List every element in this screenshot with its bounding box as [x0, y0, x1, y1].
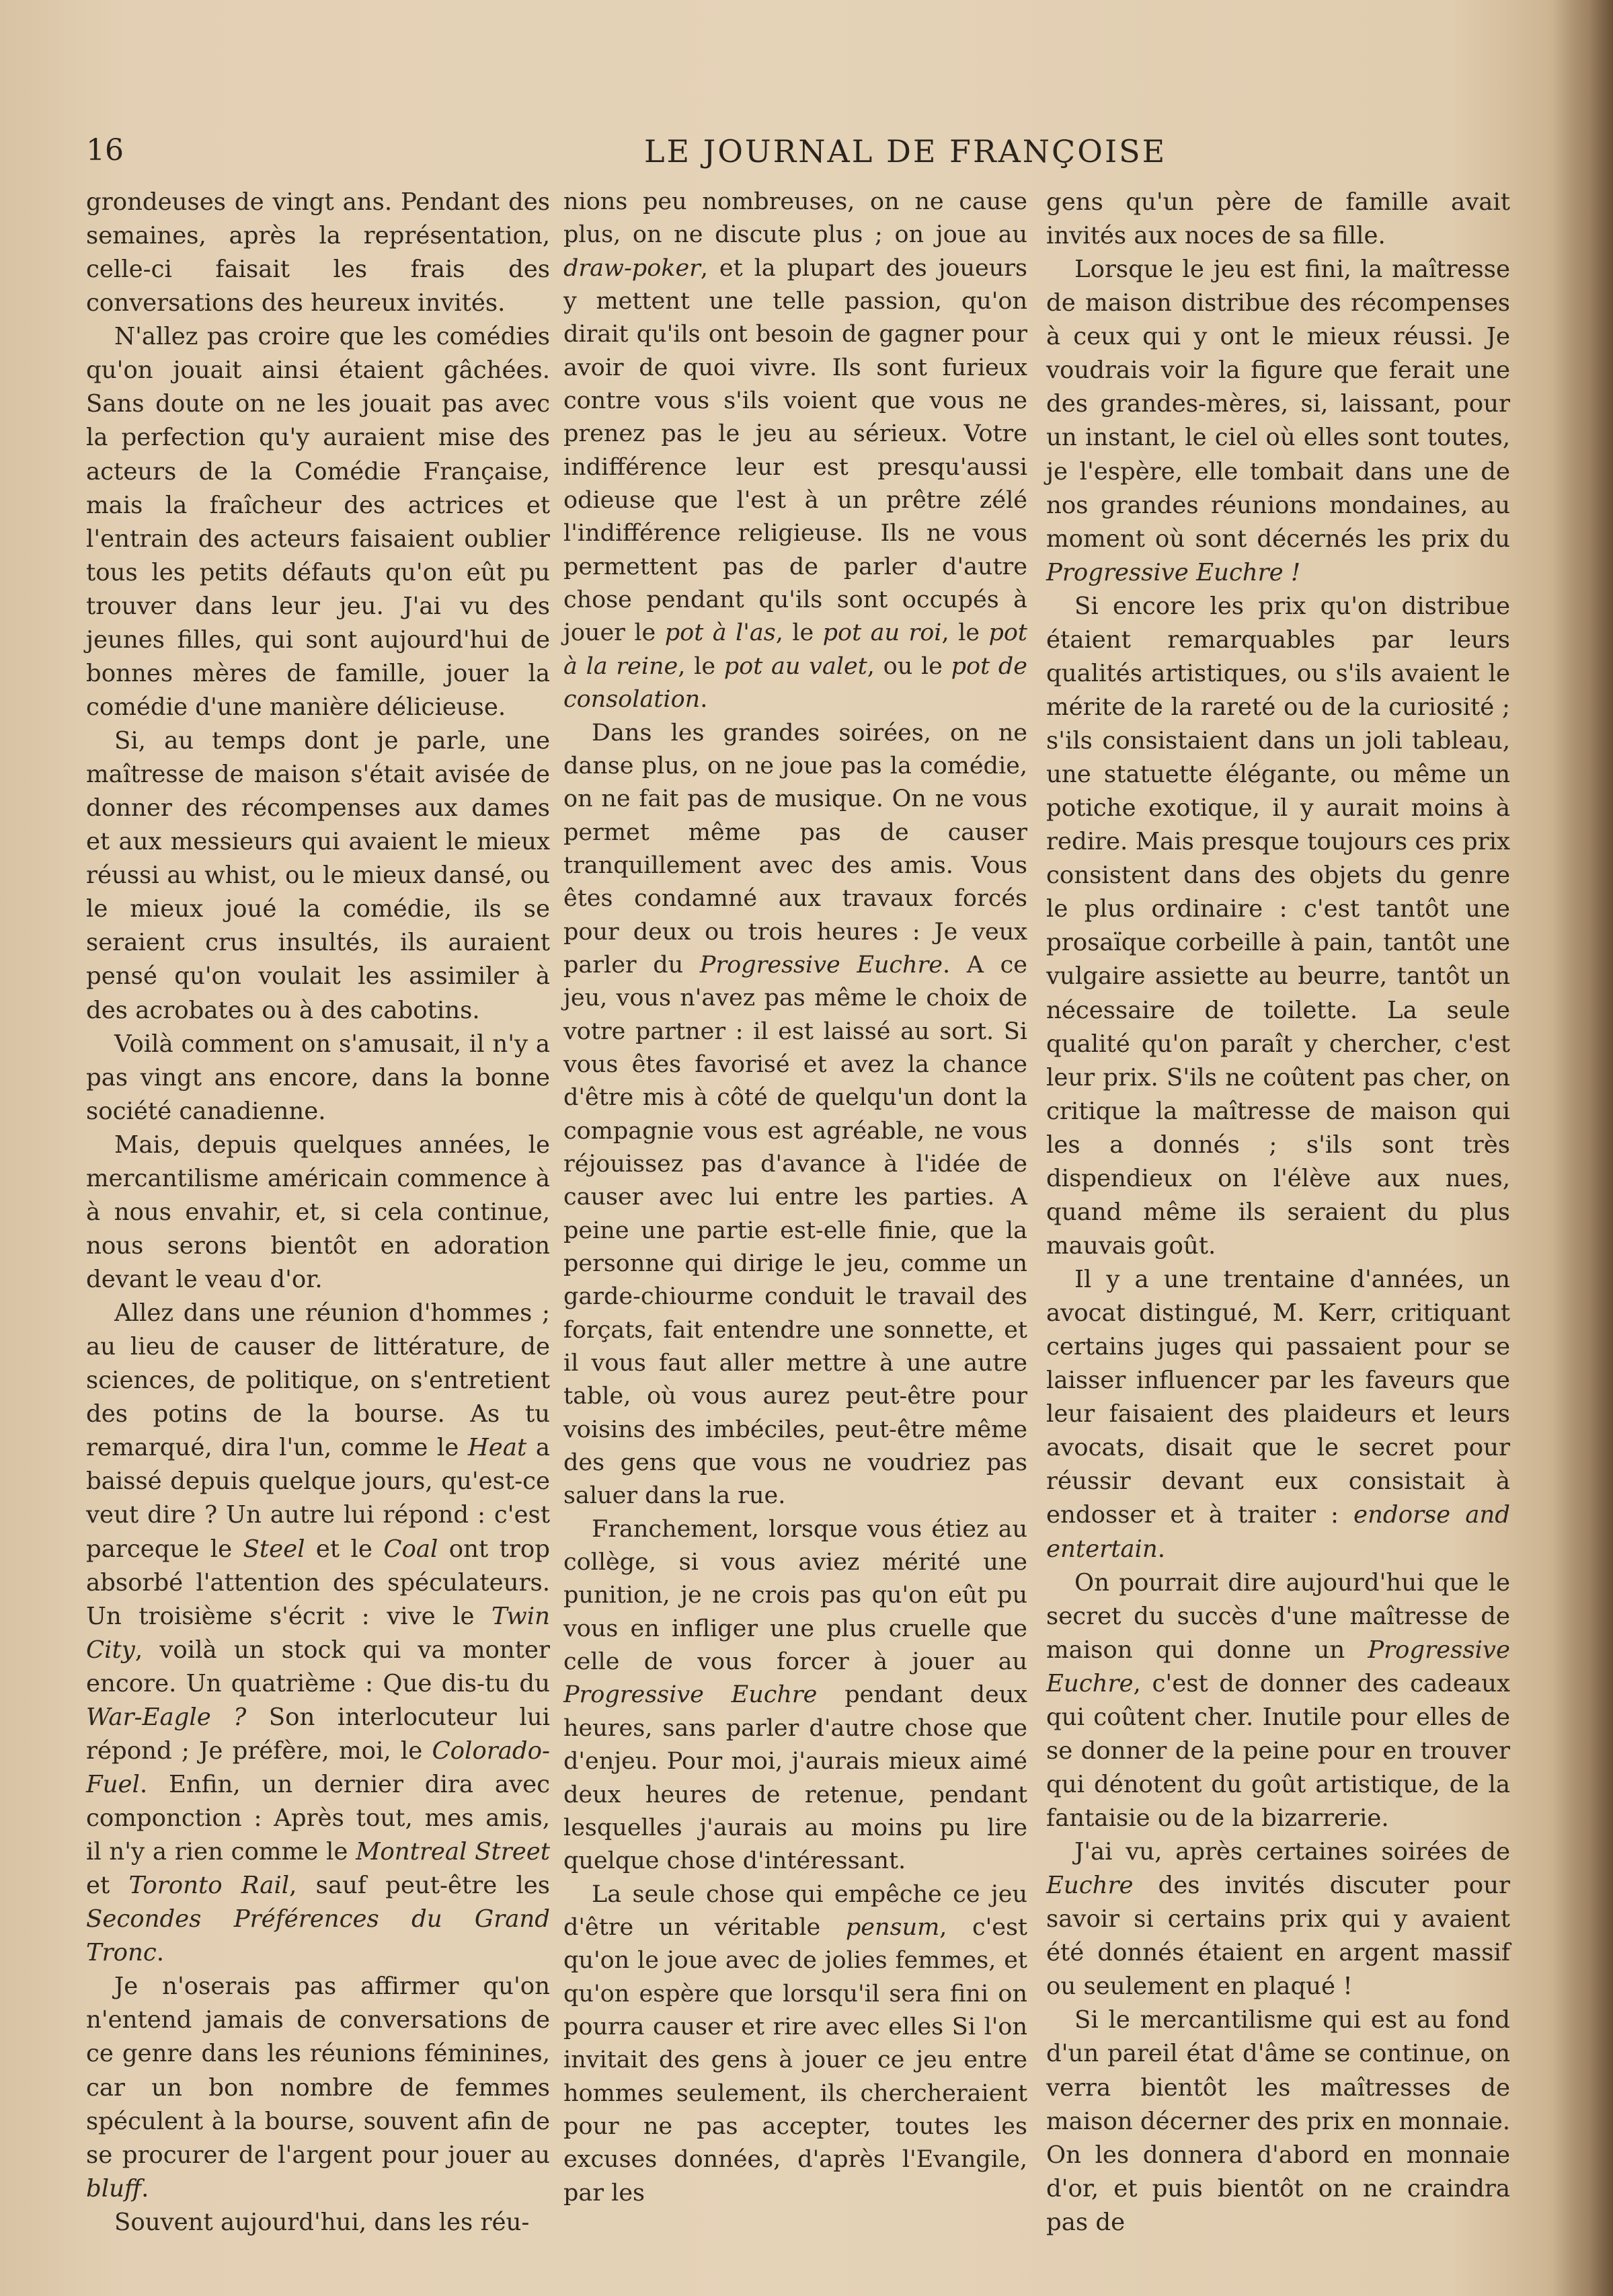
paragraph: La seule chose qui empêche ce jeu d'être un véritable pensum, c'est qu'on le joue avec de jolies femmes, et qu'on espère que lorsqu'il sera fini on pourra causer et rire avec elles Si l'on invitait des gens à jouer ce jeu entre hommes seulement, ils chercheraient pour ne pas accepter, toutes les excuses données, d'après l'Evangile, par les — [563, 1880, 1027, 2207]
running-header — [86, 133, 1532, 180]
paragraph: On pourrait dire aujourd'hui que le secret du succès d'une maîtresse de maison qui donne un Progressive Euchre, c'est de donner des cadeaux qui coûtent cher. Inutile pour elles de se donner de la peine pour en trouver qui dénotent du goût artistique, de la fantaisie ou de la bizarrerie. — [1046, 1568, 1510, 1832]
paragraph: Lorsque le jeu est fini, la maîtresse de maison distribue des récompenses à ceux qui y ont le mieux réussi. Je voudrais voir la figure que ferait une des grandes-mères, si, laissant, pour un instant, le ciel où elles sont toutes, je l'espère, elle tombait dans une de nos grandes réunions mondaines, au moment où sont décernés les prix du Progressive Euchre ! — [1046, 256, 1510, 586]
paragraph: Voilà comment on s'amusait, il n'y a pas vingt ans encore, dans la bonne société canadienne. — [86, 1030, 550, 1125]
paragraph: Allez dans une réunion d'hommes ; au lieu de causer de littérature, de sciences, de politique, on s'entretient des potins de la bourse. As tu remarqué, dira l'un, comme le Heat a baissé depuis quelque jours, qu'est-ce veut dire ? Un autre lui répond : c'est parceque le Steel et le Coal ont trop absorbé l'attention des spéculateurs. Un troisième s'écrit : vive le Twin City, voilà un stock qui va monter encore. Un quatrième : Que dis-tu du War-Eagle ? Son interlocuteur lui répond ; Je préfère, moi, le Colorado-Fuel. Enfin, un dernier dira avec componction : Après tout, mes amis, il n'y a rien comme le Montreal Street et Toronto Rail, sauf peut-être les Secondes Préférences du Grand Tronc. — [86, 1299, 551, 1967]
paragraph: Il y a une trentaine d'années, un avocat distingué, M. Kerr, critiquant certains juges qui passaient pour se laisser influencer par les faveurs que leur faisaient des plaideurs et leurs avocats, disait que le secret pour réussir devant eux consistait à endosser et à traiter : endorse and entertain. — [1046, 1266, 1510, 1563]
paragraph: Si, au temps dont je parle, une maîtresse de maison s'était avisée de donner des récompenses aux dames et aux messieurs qui avaient le mieux réussi au whist, ou le mieux dansé, ou le mieux joué la comédie, ils se seraient crus insultés, ils auraient pensé qu'on voulait les assimiler à des acrobates ou à des cabotins. — [86, 727, 550, 1024]
paragraph: Mais, depuis quelques années, le mercantilisme américain commence à à nous envahir, et, si cela continue, nous serons bientôt en adoration devant le veau d'or. — [86, 1131, 550, 1293]
page-edge-shadow — [1552, 0, 1613, 2296]
paragraph: gens qu'un père de famille avait invités aux noces de sa fille. — [1046, 188, 1510, 250]
paragraph: Dans les grandes soirées, on ne danse plus, on ne joue pas la comédie, on ne fait pas de musique. On ne vous permet même pas de causer tranquillement avec des amis. Vous êtes condamné aux travaux forcés pour deux ou trois heures : Je veux parler du Progressive Euchre. A ce jeu, vous n'avez pas même le choix de votre partner : il est laissé au sort. Si vous êtes favorisé et avez la chance d'être mis à côté de quelqu'un dont la compagnie vous est agréable, ne vous réjouissez pas d'avance à l'idée de causer avec lui entre les parties. A peine une partie est-elle finie, que la personne qui dirige le jeu, comme un garde-chiourme conduit le travail des forçats, fait entendre une sonnette, et il vous faut aller mettre à une autre table, où vous aurez peut-être pour voisins des imbéciles, peut-être même des gens que vous ne voudriez pas saluer dans la rue. — [563, 719, 1027, 1510]
text-column-left — [86, 186, 550, 2257]
paragraph: J'ai vu, après certaines soirées de Euchre des invités discuter pour savoir si certains prix qui y avaient été donnés étaient en argent massif ou seulement en plaqué ! — [1046, 1838, 1510, 2001]
paragraph: Souvent aujourd'hui, dans les réu- — [114, 2208, 530, 2236]
text-column-right — [1046, 186, 1510, 2257]
page-number: 16 — [86, 133, 124, 167]
paragraph: grondeuses de vingt ans. Pendant des semaines, après la représentation, celle-ci faisait les frais des conversations des heureux invités. — [86, 188, 550, 317]
paragraph: Franchement, lorsque vous étiez au collège, si vous aviez mérité une punition, je ne crois pas qu'on eût pu vous en infliger une plus cruelle que celle de vous forcer à jouer au Progressive Euchre pendant deux heures, sans parler d'autre chose que d'enjeu. Pour moi, j'aurais mieux aimé deux heures de retenue, pendant lesquelles j'aurais au moins pu lire quelque chose d'intéressant. — [563, 1515, 1027, 1875]
paragraph: N'allez pas croire que les comédies qu'on jouait ainsi étaient gâchées. Sans doute on ne les jouait pas avec la perfection qu'y auraient mise des acteurs de la Comédie Française, mais la fraîcheur des actrices et l'entrain des acteurs faisaient oublier tous les petits défauts qu'on eût pu trouver dans leur jeu. J'ai vu des jeunes filles, qui sont aujourd'hui de bonnes mères de famille, jouer la comédie d'une manière délicieuse. — [86, 323, 550, 721]
journal-title: LE JOURNAL DE FRANÇOISE — [644, 133, 1167, 169]
paragraph: Je n'oserais pas affirmer qu'on n'entend jamais de conversations de ce genre dans les réunions féminines, car un bon nombre de femmes spéculent à la bourse, souvent afin de se procurer de l'argent pour jouer au bluff. — [86, 1973, 550, 2203]
paragraph: Si encore les prix qu'on distribue étaient remarquables par leurs qualités artistiques, ou s'ils avaient le mérite de la rareté ou de la curiosité ; s'ils consistaient dans un joli tableau, une statuette élégante, ou même un potiche exotique, il y aurait moins à redire. Mais presque toujours ces prix consistent dans des objets du genre le plus ordinaire : c'est tantôt une prosaïque corbeille à pain, tantôt une vulgaire assiette au beurre, tantôt un nécessaire de toilette. La seule qualité qu'on paraît y chercher, c'est leur prix. S'ils ne coûtent pas cher, on critique la maîtresse de maison qui les a donnés ; s'ils sont très dispendieux on l'élève aux nues, quand même ils seraient du plus mauvais goût. — [1046, 592, 1510, 1260]
text-column-middle — [563, 186, 1027, 2257]
paragraph: nions peu nombreuses, on ne cause plus, on ne discute plus ; on joue au draw-poker, et la plupart des joueurs y mettent une telle passion, qu'on dirait qu'ils ont besoin de gagner pour avoir de quoi vivre. Ils sont furieux contre vous s'ils voient que vous ne prenez pas le jeu au sérieux. Votre indifférence leur est presqu'aussi odieuse que l'est à un prêtre zélé l'indifférence religieuse. Ils ne vous permettent pas de parler d'autre chose pendant qu'ils sont occupés à jouer le pot à l'as, le pot au roi, le pot à la reine, le pot au valet, ou le pot de consolation. — [563, 188, 1027, 714]
paragraph: Si le mercantilisme qui est au fond d'un pareil état d'âme se continue, on verra bientôt les maîtresses de maison décerner des prix en monnaie. On les donnera d'abord en monnaie d'or, et puis bientôt on ne craindra pas de — [1046, 2006, 1510, 2236]
